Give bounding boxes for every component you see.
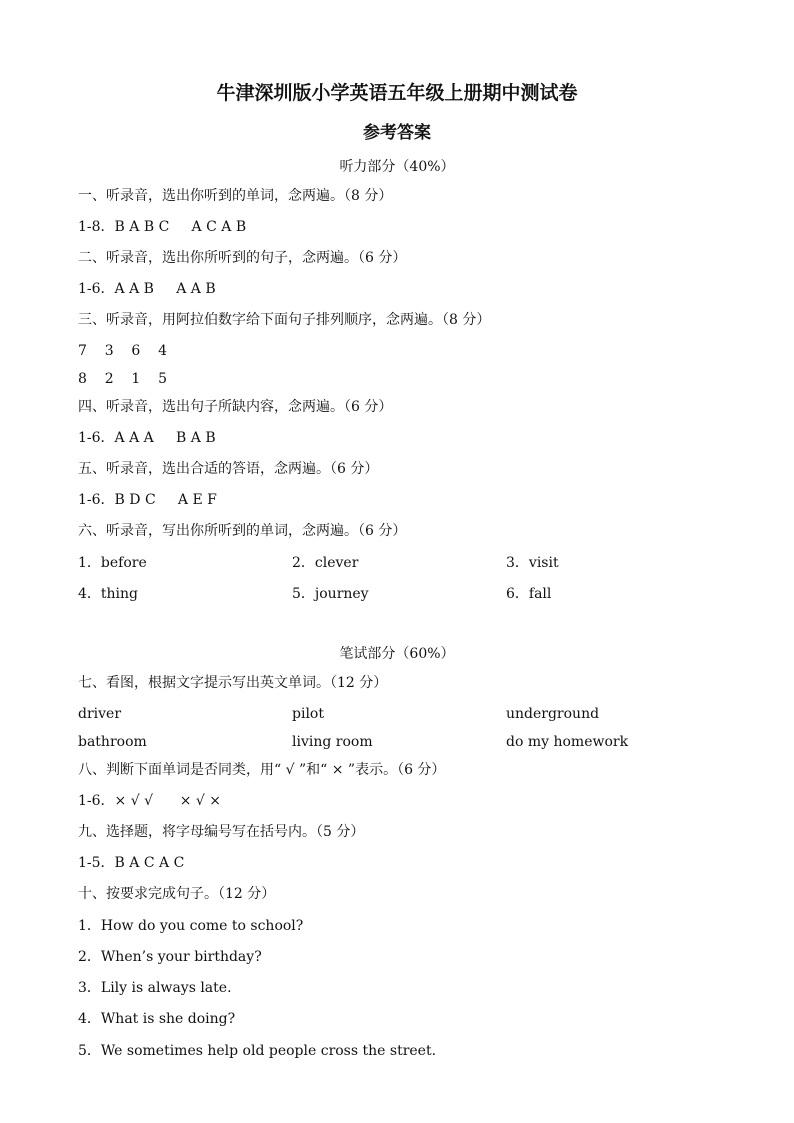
q9-title: 九、选择题，将字母编号写在括号内。（5 分） [78, 824, 365, 840]
q4-title: 四、听录音，选出句子所缺内容，念两遍。（6 分） [78, 399, 393, 415]
q5-title: 五、听录音，选出合适的答语，念两遍。（6 分） [78, 461, 379, 477]
q5-answer: 1-6．B D C A E F [78, 492, 217, 508]
q10-sentence: 5．We sometimes help old people cross the street. [78, 1043, 437, 1059]
q3-answer-row-2: 8 2 1 5 [78, 371, 168, 387]
q10-sentence: 1．How do you come to school? [78, 918, 304, 934]
q7-title: 七、看图，根据文字提示写出英文单词。（12 分） [78, 675, 388, 691]
q4-answer: 1-6．A A A B A B [78, 430, 216, 446]
q10-sentence: 4．What is she doing? [78, 1011, 236, 1027]
q6-word: 6．fall [506, 586, 552, 602]
q3-answer-row-1: 7 3 6 4 [78, 343, 168, 359]
q7-word: underground [506, 706, 600, 722]
q6-word: 4．thing [78, 586, 139, 602]
q7-word: living room [292, 734, 373, 750]
q6-word: 2．clever [292, 555, 359, 571]
q10-sentence: 2．When’s your birthday? [78, 949, 262, 965]
q7-word: pilot [292, 706, 324, 722]
q8-title: 八、判断下面单词是否同类，用“ √ ”和“ × ”表示。（6 分） [78, 762, 446, 778]
q2-title: 二、听录音，选出你所听到的句子，念两遍。（6 分） [78, 250, 407, 266]
q6-word: 3．visit [506, 555, 559, 571]
q3-title: 三、听录音，用阿拉伯数字给下面句子排列顺序，念两遍。（8 分） [78, 312, 491, 328]
q6-title: 六、听录音，写出你所听到的单词，念两遍。（6 分） [78, 523, 407, 539]
q2-answer: 1-6．A A B A A B [78, 281, 216, 297]
q6-word: 5．journey [292, 586, 369, 602]
q8-answer: 1-6．× √ √ × √ × [78, 793, 222, 809]
page-title: 牛津深圳版小学英语五年级上册期中测试卷 [216, 82, 578, 104]
q7-word: do my homework [506, 734, 629, 750]
q10-sentence: 3．Lily is always late. [78, 980, 232, 996]
q7-word: driver [78, 706, 122, 722]
listening-section-heading: 听力部分（40%） [339, 159, 455, 175]
page-subtitle: 参考答案 [363, 123, 431, 143]
q6-word: 1．before [78, 555, 147, 571]
q1-answer: 1-8．B A B C A C A B [78, 219, 247, 235]
q9-answer: 1-5．B A C A C [78, 855, 185, 871]
q1-title: 一、听录音，选出你听到的单词，念两遍。（8 分） [78, 188, 393, 204]
q10-title: 十、按要求完成句子。（12 分） [78, 886, 276, 902]
q7-word: bathroom [78, 734, 147, 750]
writing-section-heading: 笔试部分（60%） [339, 646, 455, 662]
